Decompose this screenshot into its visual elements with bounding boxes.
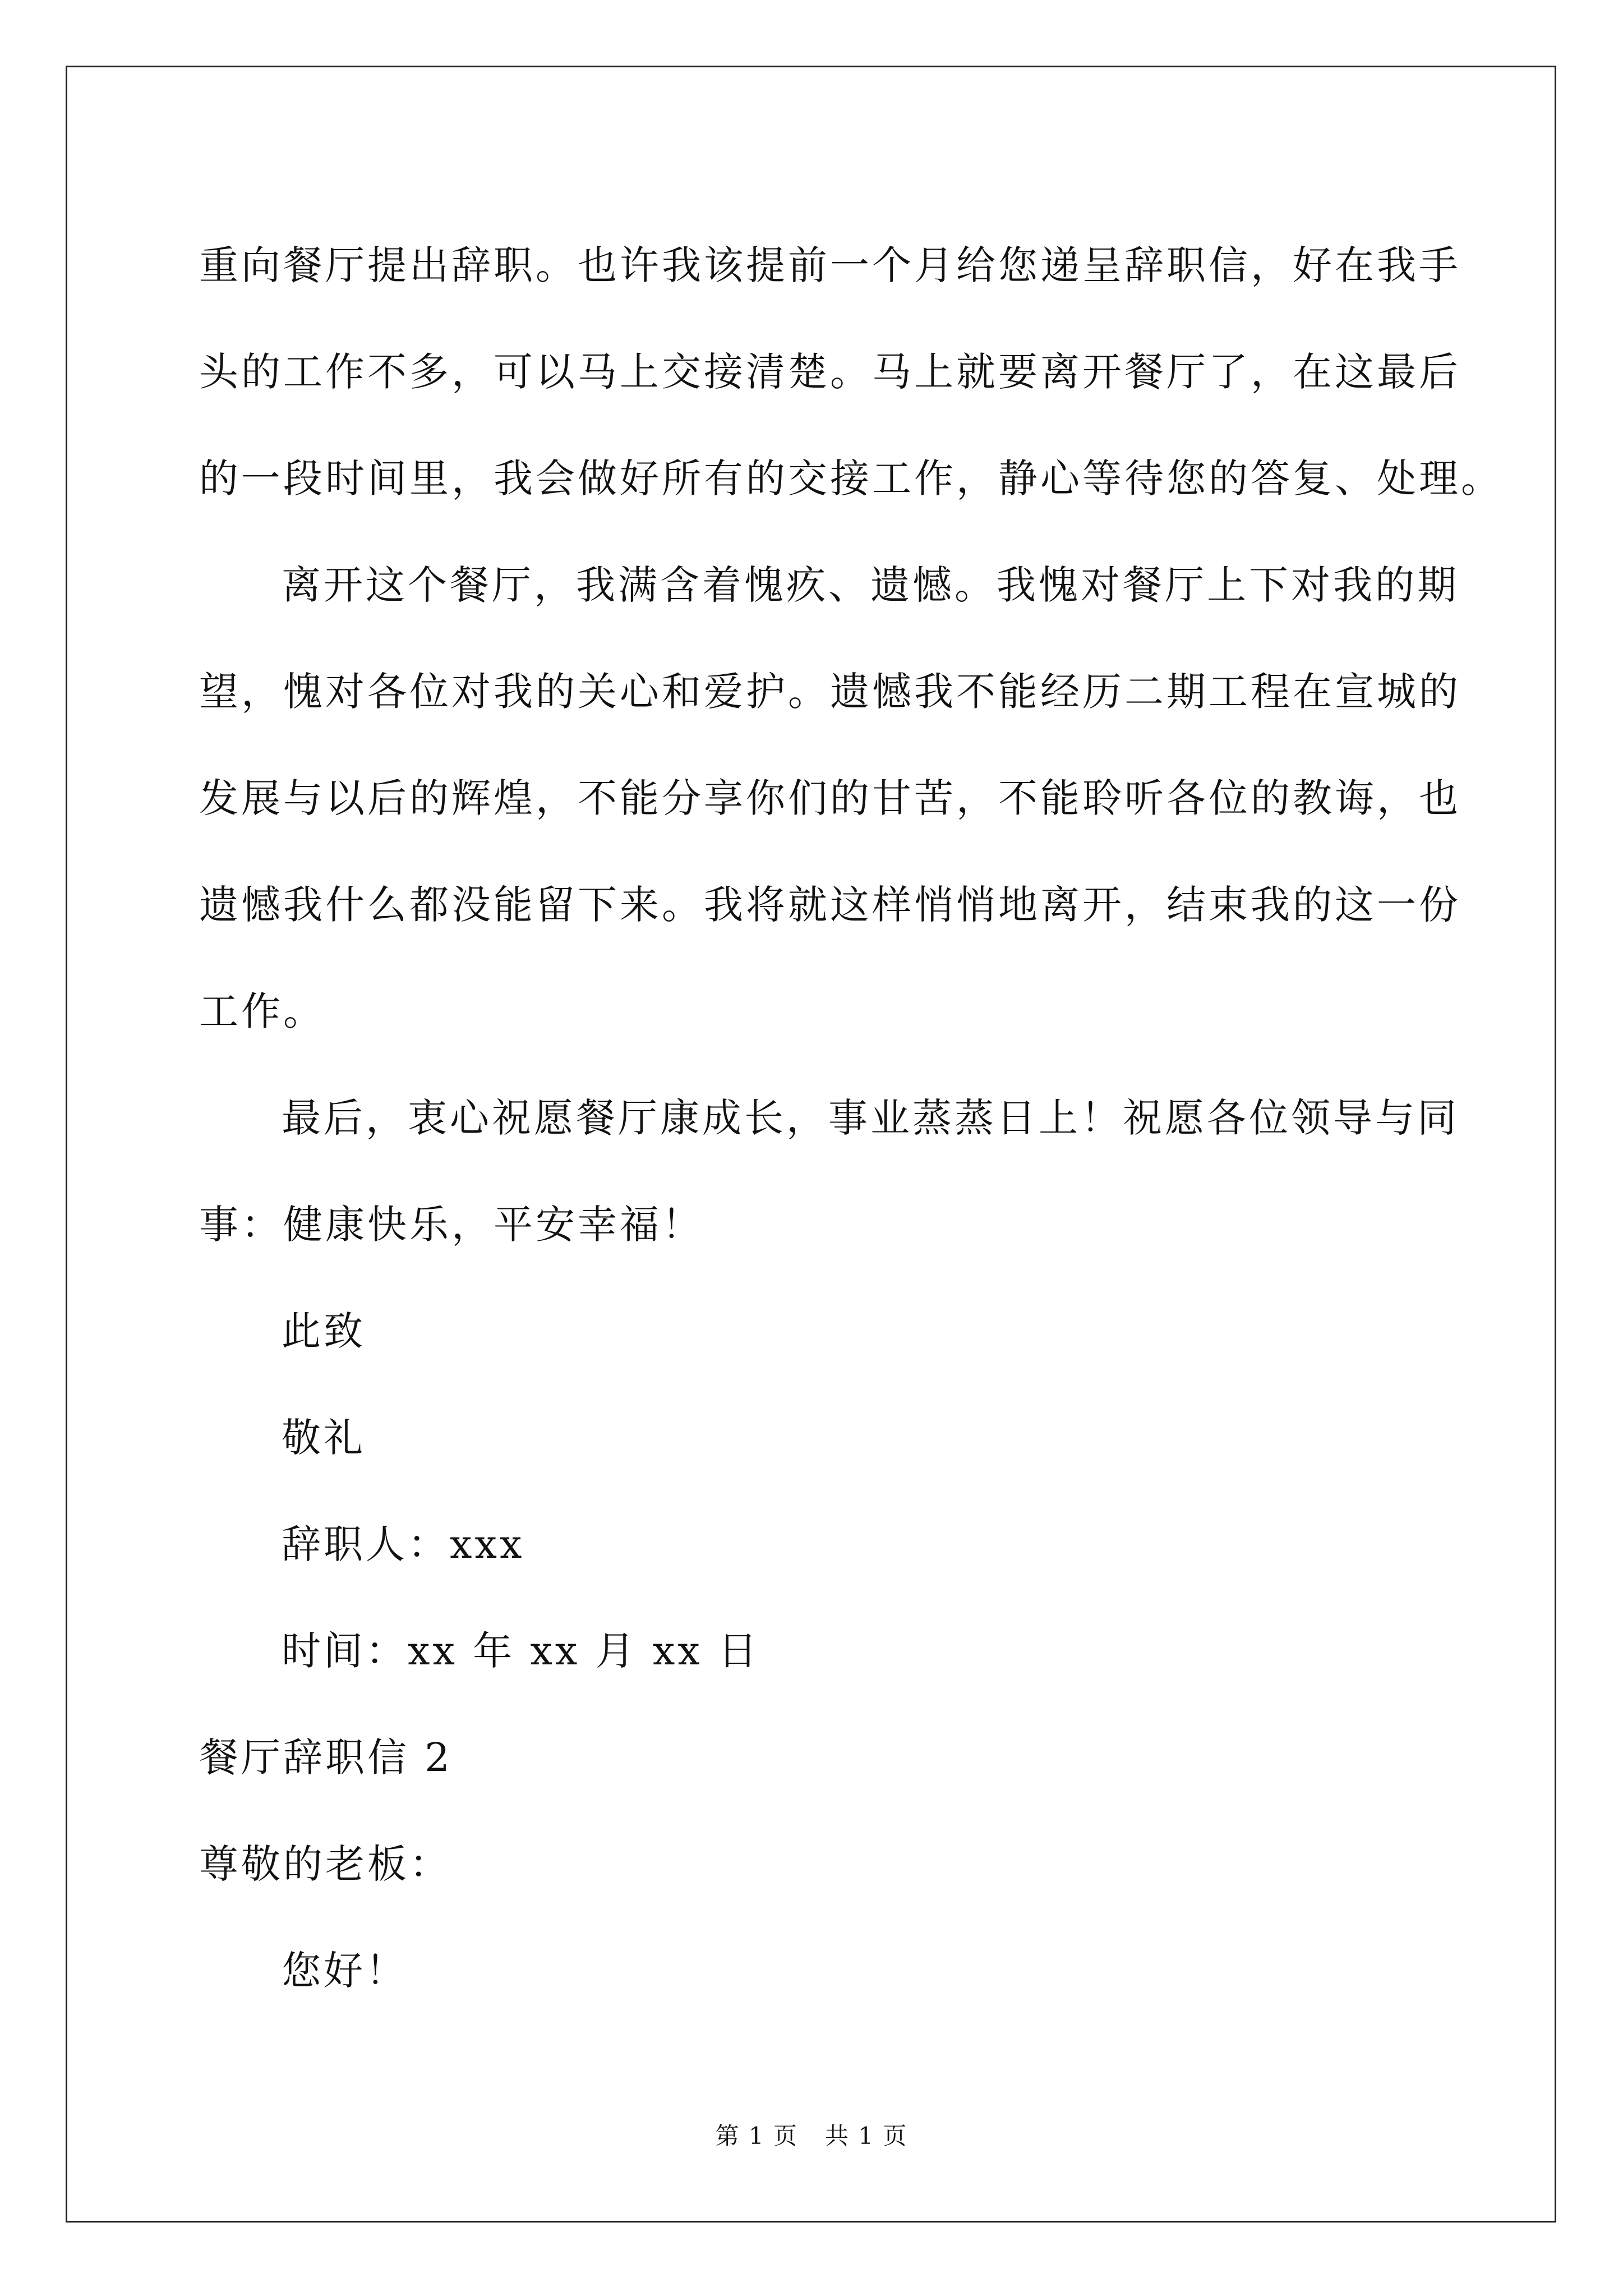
paragraph-line: 离开这个餐厅，我满含着愧疚、遗憾。我愧对餐厅上下对我的期 (282, 562, 1459, 608)
page-number: 第 1 页 (715, 2122, 798, 2150)
paragraph-line: 最后，衷心祝愿餐厅康成长，事业蒸蒸日上！祝愿各位领导与同 (282, 1095, 1459, 1141)
salutation-line: 敬礼 (282, 1415, 366, 1461)
paragraph-line: 工作。 (199, 988, 325, 1034)
paragraph-line: 事：健康快乐，平安幸福！ (199, 1202, 704, 1248)
addressee-line: 尊敬的老板： (199, 1841, 451, 1887)
date-line: 时间：xx 年 xx 月 xx 日 (282, 1628, 760, 1674)
paragraph-line: 头的工作不多，可以马上交接清楚。马上就要离开餐厅了，在这最后 (199, 349, 1461, 395)
section-title: 餐厅辞职信 2 (199, 1734, 453, 1780)
paragraph-line: 望，愧对各位对我的关心和爱护。遗憾我不能经历二期工程在宣城的 (199, 669, 1461, 715)
greeting-line: 您好！ (282, 1948, 408, 1994)
page-total: 共 1 页 (825, 2122, 908, 2150)
paragraph-line: 发展与以后的辉煌，不能分享你们的甘苦，不能聆听各位的教诲，也 (199, 775, 1461, 821)
page-footer (0, 2118, 1623, 2151)
salutation-line: 此致 (282, 1308, 366, 1354)
signer-line: 辞职人：xxx (282, 1521, 525, 1567)
paragraph-line: 的一段时间里，我会做好所有的交接工作，静心等待您的答复、处理。 (199, 455, 1503, 501)
paragraph-line: 重向餐厅提出辞职。也许我该提前一个月给您递呈辞职信，好在我手 (199, 242, 1461, 288)
paragraph-line: 遗憾我什么都没能留下来。我将就这样悄悄地离开，结束我的这一份 (199, 882, 1461, 928)
